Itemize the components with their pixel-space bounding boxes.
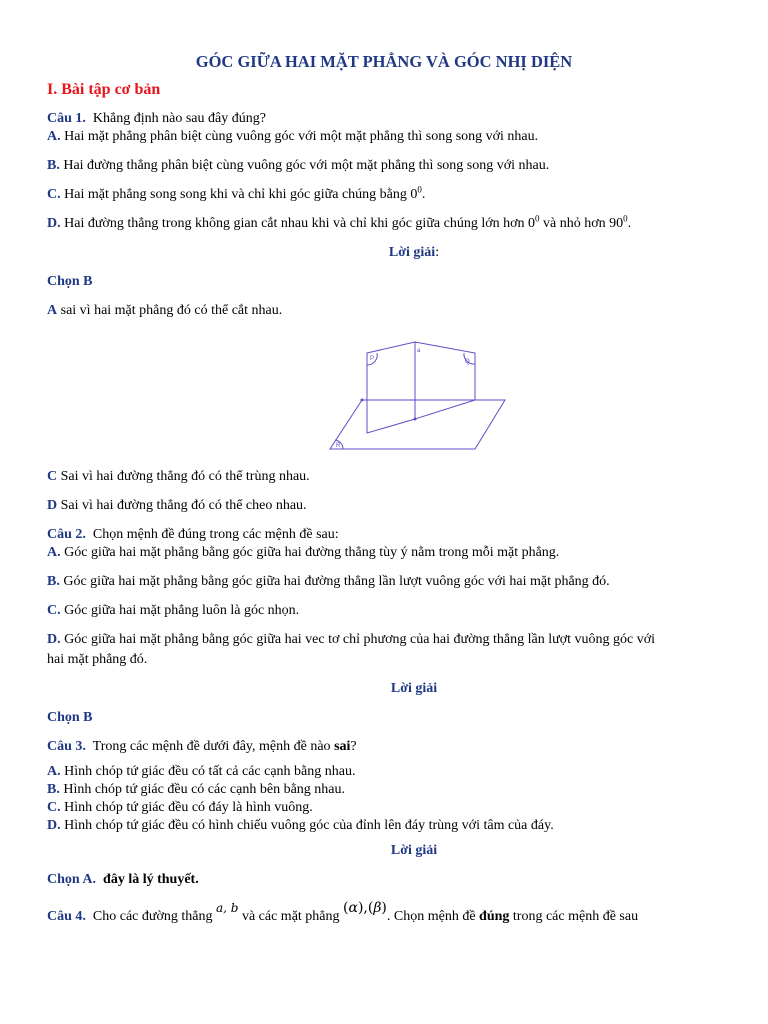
option-text: Hình chóp tứ giác đều có hình chiếu vuông góc của đỉnh lên đáy trùng với tâm của đáy. xyxy=(64,818,554,833)
explanation-label: D xyxy=(47,498,58,513)
point-foot xyxy=(414,418,417,421)
question-3-option-b xyxy=(47,781,345,798)
option-text: Hai đường thẳng phân biệt cùng vuông góc với một mặt phẳng thì song song với nhau. xyxy=(63,158,550,173)
option-text: Hai mặt phẳng song song khi và chỉ khi góc giữa chúng bằng 0 xyxy=(64,187,418,202)
label-a: a xyxy=(417,348,421,354)
option-label: C. xyxy=(47,187,61,202)
option-text: Góc giữa hai mặt phẳng bằng góc giữa hai đường thẳng tùy ý nằm trong mỗi mặt phẳng. xyxy=(64,545,560,560)
option-label: A. xyxy=(47,129,61,144)
question-4-text-bold: đúng xyxy=(479,909,510,924)
option-label: A. xyxy=(47,764,61,779)
question-1-stem: Khẳng định nào sau đây đúng? xyxy=(92,111,266,126)
explanation-d xyxy=(47,497,307,514)
option-text-end: . xyxy=(627,216,632,231)
option-text: Hai mặt phẳng phân biệt cùng vuông góc với một mặt phẳng thì song song với nhau. xyxy=(64,129,539,144)
question-4-text: và các mặt phẳng xyxy=(241,909,340,924)
question-3-option-c xyxy=(47,799,313,816)
point-left xyxy=(361,399,364,402)
question-1-label: Câu 1. xyxy=(47,111,86,126)
option-label: C. xyxy=(47,800,61,815)
question-2-stem: Chọn mệnh đề đúng trong các mệnh đề sau: xyxy=(92,527,339,542)
explanation-c xyxy=(47,468,310,485)
option-text: Góc giữa hai mặt phẳng bằng góc giữa hai vec tơ chỉ phương của hai đường thẳng lần lượt vuông góc với xyxy=(64,632,655,647)
option-text-mid: và nhỏ hơn 90 xyxy=(539,216,624,231)
explanation-text: Sai vì hai đường thẳng đó có thể trùng nhau. xyxy=(57,469,310,484)
option-label: B. xyxy=(47,574,60,589)
figure-lines xyxy=(330,342,505,449)
question-2-label: Câu 2. xyxy=(47,527,86,542)
question-2-option-c xyxy=(47,602,299,619)
question-4-label: Câu 4. xyxy=(47,909,86,924)
question-3-option-a xyxy=(47,763,355,780)
plane-r xyxy=(330,400,505,449)
section-heading: I. Bài tập cơ bản xyxy=(47,81,161,98)
option-label: B. xyxy=(47,158,60,173)
option-label: D. xyxy=(47,216,61,231)
option-text: Hình chóp tứ giác đều có đáy là hình vuông. xyxy=(64,800,313,815)
plane-p xyxy=(367,342,415,433)
math-lines: a, b xyxy=(215,901,239,915)
answer-note: đây là lý thuyết. xyxy=(103,872,199,887)
answer xyxy=(47,871,199,888)
question-2-option-a xyxy=(47,544,559,561)
answer-label: Chọn A. xyxy=(47,872,97,887)
question-3-stem-bold: sai xyxy=(334,739,351,754)
question-3-label: Câu 3. xyxy=(47,739,86,754)
option-text: Góc giữa hai mặt phẳng luôn là góc nhọn. xyxy=(64,603,300,618)
question-2-option-d xyxy=(47,631,655,648)
option-text: Góc giữa hai mặt phẳng bằng góc giữa hai đường thẳng lần lượt vuông góc với hai mặt phẳng đó. xyxy=(63,574,610,589)
solution-heading xyxy=(0,244,768,261)
question-4-text: Cho các đường thẳng xyxy=(92,909,213,924)
option-label: D. xyxy=(47,632,61,647)
solution-colon: : xyxy=(435,245,440,260)
question-4 xyxy=(47,900,639,925)
question-3-stem-end: ? xyxy=(350,739,357,754)
label-r: R xyxy=(336,443,341,449)
question-1-option-a xyxy=(47,128,538,145)
question-2 xyxy=(47,526,339,543)
question-4-text: trong các mệnh đề sau xyxy=(509,909,639,924)
label-p: P xyxy=(370,356,375,362)
page-title: GÓC GIỮA HAI MẶT PHẲNG VÀ GÓC NHỊ DIỆN xyxy=(195,52,573,71)
question-3-option-d xyxy=(47,817,554,834)
question-1-option-b xyxy=(47,157,549,174)
question-4-text: . Chọn mệnh đề xyxy=(386,909,480,924)
question-2-option-b xyxy=(47,573,610,590)
option-text: Hai đường thẳng trong không gian cắt nhau khi và chỉ khi góc giữa chúng lớn hơn 0 xyxy=(64,216,536,231)
question-3 xyxy=(47,738,357,755)
explanation-label: A xyxy=(47,303,58,318)
question-1-option-c xyxy=(47,186,425,203)
option-text-end: . xyxy=(421,187,426,202)
option-text: Hình chóp tứ giác đều có tất cả các cạnh bằng nhau. xyxy=(64,764,356,779)
question-3-stem: Trong các mệnh đề dưới đây, mệnh đề nào xyxy=(92,739,335,754)
question-1 xyxy=(47,110,266,127)
superscript: 0 xyxy=(623,213,628,224)
planes-figure xyxy=(325,336,509,454)
solution-heading: Lời giải xyxy=(390,681,438,696)
option-label: D. xyxy=(47,818,61,833)
superscript: 0 xyxy=(417,184,422,195)
question-2-option-d-cont: hai mặt phẳng đó. xyxy=(47,652,148,667)
superscript: 0 xyxy=(535,213,540,224)
option-text: Hình chóp tứ giác đều có các cạnh bên bằng nhau. xyxy=(63,782,345,797)
explanation-label: C xyxy=(47,469,58,484)
solution-label: Lời giải xyxy=(388,245,436,260)
explanation-text: Sai vì hai đường thẳng đó có thể cheo nhau. xyxy=(57,498,307,513)
option-label: C. xyxy=(47,603,61,618)
option-label: A. xyxy=(47,545,61,560)
plane-q xyxy=(415,342,475,419)
alpha-symbol: α xyxy=(348,900,358,916)
label-q: Q xyxy=(465,359,470,365)
explanation-a xyxy=(47,302,282,319)
option-label: B. xyxy=(47,782,60,797)
explanation-text: sai vì hai mặt phẳng đó có thể cắt nhau. xyxy=(57,303,283,318)
math-planes: (α),(β) xyxy=(343,900,387,916)
answer: Chọn B xyxy=(47,710,93,725)
solution-heading: Lời giải xyxy=(390,843,438,858)
beta-symbol: β xyxy=(373,900,382,916)
answer: Chọn B xyxy=(47,274,93,289)
question-1-option-d xyxy=(47,215,631,232)
